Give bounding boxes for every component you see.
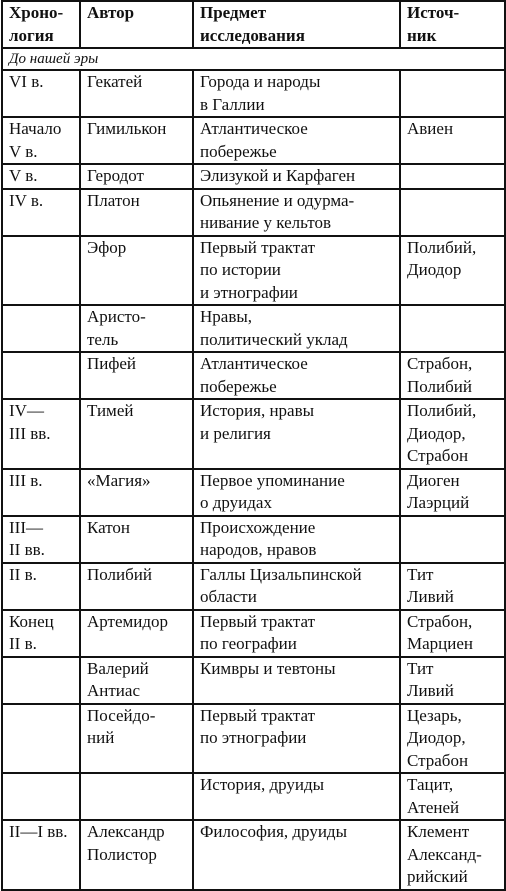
cell-chronology <box>2 704 80 774</box>
cell-chronology: II—I вв. <box>2 820 80 890</box>
era-row <box>2 48 505 70</box>
cell-author: Аристо- тель <box>80 305 193 352</box>
cell-source <box>400 305 505 352</box>
cell-chronology: VI в. <box>2 70 80 117</box>
cell-author: Гекатей <box>80 70 193 117</box>
cell-chronology: V в. <box>2 164 80 189</box>
cell-author <box>80 773 193 820</box>
table-row <box>2 352 505 399</box>
table-row <box>2 117 505 164</box>
cell-source: Авиен <box>400 117 505 164</box>
table-row <box>2 820 505 890</box>
cell-subject: Кимвры и тевтоны <box>193 657 400 704</box>
table-row <box>2 563 505 610</box>
cell-chronology: IV в. <box>2 189 80 236</box>
cell-author: Посейдо- ний <box>80 704 193 774</box>
cell-chronology <box>2 236 80 306</box>
table-row <box>2 399 505 469</box>
cell-source: Тит Ливий <box>400 563 505 610</box>
cell-author: Пифей <box>80 352 193 399</box>
cell-chronology: IV— III вв. <box>2 399 80 469</box>
cell-source <box>400 189 505 236</box>
cell-subject: Первый трактат по истории и этнографии <box>193 236 400 306</box>
cell-source: Страбон, Марциен <box>400 610 505 657</box>
table-row <box>2 164 505 189</box>
cell-chronology: III в. <box>2 469 80 516</box>
cell-source: Полибий, Диодор <box>400 236 505 306</box>
era-label: До нашей эры <box>2 48 505 70</box>
table-row <box>2 516 505 563</box>
cell-author: Тимей <box>80 399 193 469</box>
cell-subject: Элизукой и Карфаген <box>193 164 400 189</box>
table-row <box>2 610 505 657</box>
cell-author: Гимилькон <box>80 117 193 164</box>
header-source: Источ- ник <box>400 1 505 48</box>
cell-subject: Города и народы в Галлии <box>193 70 400 117</box>
table-row <box>2 704 505 774</box>
cell-subject: Опьянение и одурма- нивание у кельтов <box>193 189 400 236</box>
cell-subject: Первый трактат по географии <box>193 610 400 657</box>
cell-subject: Атлантическое побережье <box>193 352 400 399</box>
table-row <box>2 773 505 820</box>
cell-chronology <box>2 657 80 704</box>
cell-author: Катон <box>80 516 193 563</box>
table-row <box>2 70 505 117</box>
table-row <box>2 657 505 704</box>
cell-author: Валерий Антиас <box>80 657 193 704</box>
cell-author: «Магия» <box>80 469 193 516</box>
cell-subject: История, друиды <box>193 773 400 820</box>
cell-subject: Первое упоминание о друидах <box>193 469 400 516</box>
cell-chronology <box>2 352 80 399</box>
cell-source: Страбон, Полибий <box>400 352 505 399</box>
header-chronology: Хроно- логия <box>2 1 80 48</box>
cell-source: Полибий, Диодор, Страбон <box>400 399 505 469</box>
cell-chronology: Начало V в. <box>2 117 80 164</box>
cell-author: Эфор <box>80 236 193 306</box>
cell-author: Александр Полистор <box>80 820 193 890</box>
cell-chronology <box>2 305 80 352</box>
cell-chronology: III— II вв. <box>2 516 80 563</box>
cell-subject: История, нравы и религия <box>193 399 400 469</box>
table-row <box>2 189 505 236</box>
cell-source: Тацит, Атеней <box>400 773 505 820</box>
cell-source <box>400 516 505 563</box>
cell-source: Клемент Александ- рийский <box>400 820 505 890</box>
cell-source: Диоген Лаэрций <box>400 469 505 516</box>
cell-subject: Галлы Цизальпинской области <box>193 563 400 610</box>
cell-subject: Происхождение народов, нравов <box>193 516 400 563</box>
cell-subject: Философия, друиды <box>193 820 400 890</box>
cell-author: Геродот <box>80 164 193 189</box>
header-row <box>2 1 505 48</box>
header-author: Автор <box>80 1 193 48</box>
cell-chronology <box>2 773 80 820</box>
cell-chronology: Конец II в. <box>2 610 80 657</box>
cell-subject: Атлантическое побережье <box>193 117 400 164</box>
cell-source <box>400 70 505 117</box>
cell-chronology: II в. <box>2 563 80 610</box>
table-row <box>2 305 505 352</box>
cell-subject: Первый трактат по этнографии <box>193 704 400 774</box>
chronology-table <box>1 0 506 891</box>
table-row <box>2 236 505 306</box>
header-subject: Предмет исследования <box>193 1 400 48</box>
cell-source <box>400 164 505 189</box>
cell-source: Тит Ливий <box>400 657 505 704</box>
cell-source: Цезарь, Диодор, Страбон <box>400 704 505 774</box>
cell-author: Полибий <box>80 563 193 610</box>
cell-subject: Нравы, политический уклад <box>193 305 400 352</box>
cell-author: Платон <box>80 189 193 236</box>
cell-author: Артемидор <box>80 610 193 657</box>
table-row <box>2 469 505 516</box>
